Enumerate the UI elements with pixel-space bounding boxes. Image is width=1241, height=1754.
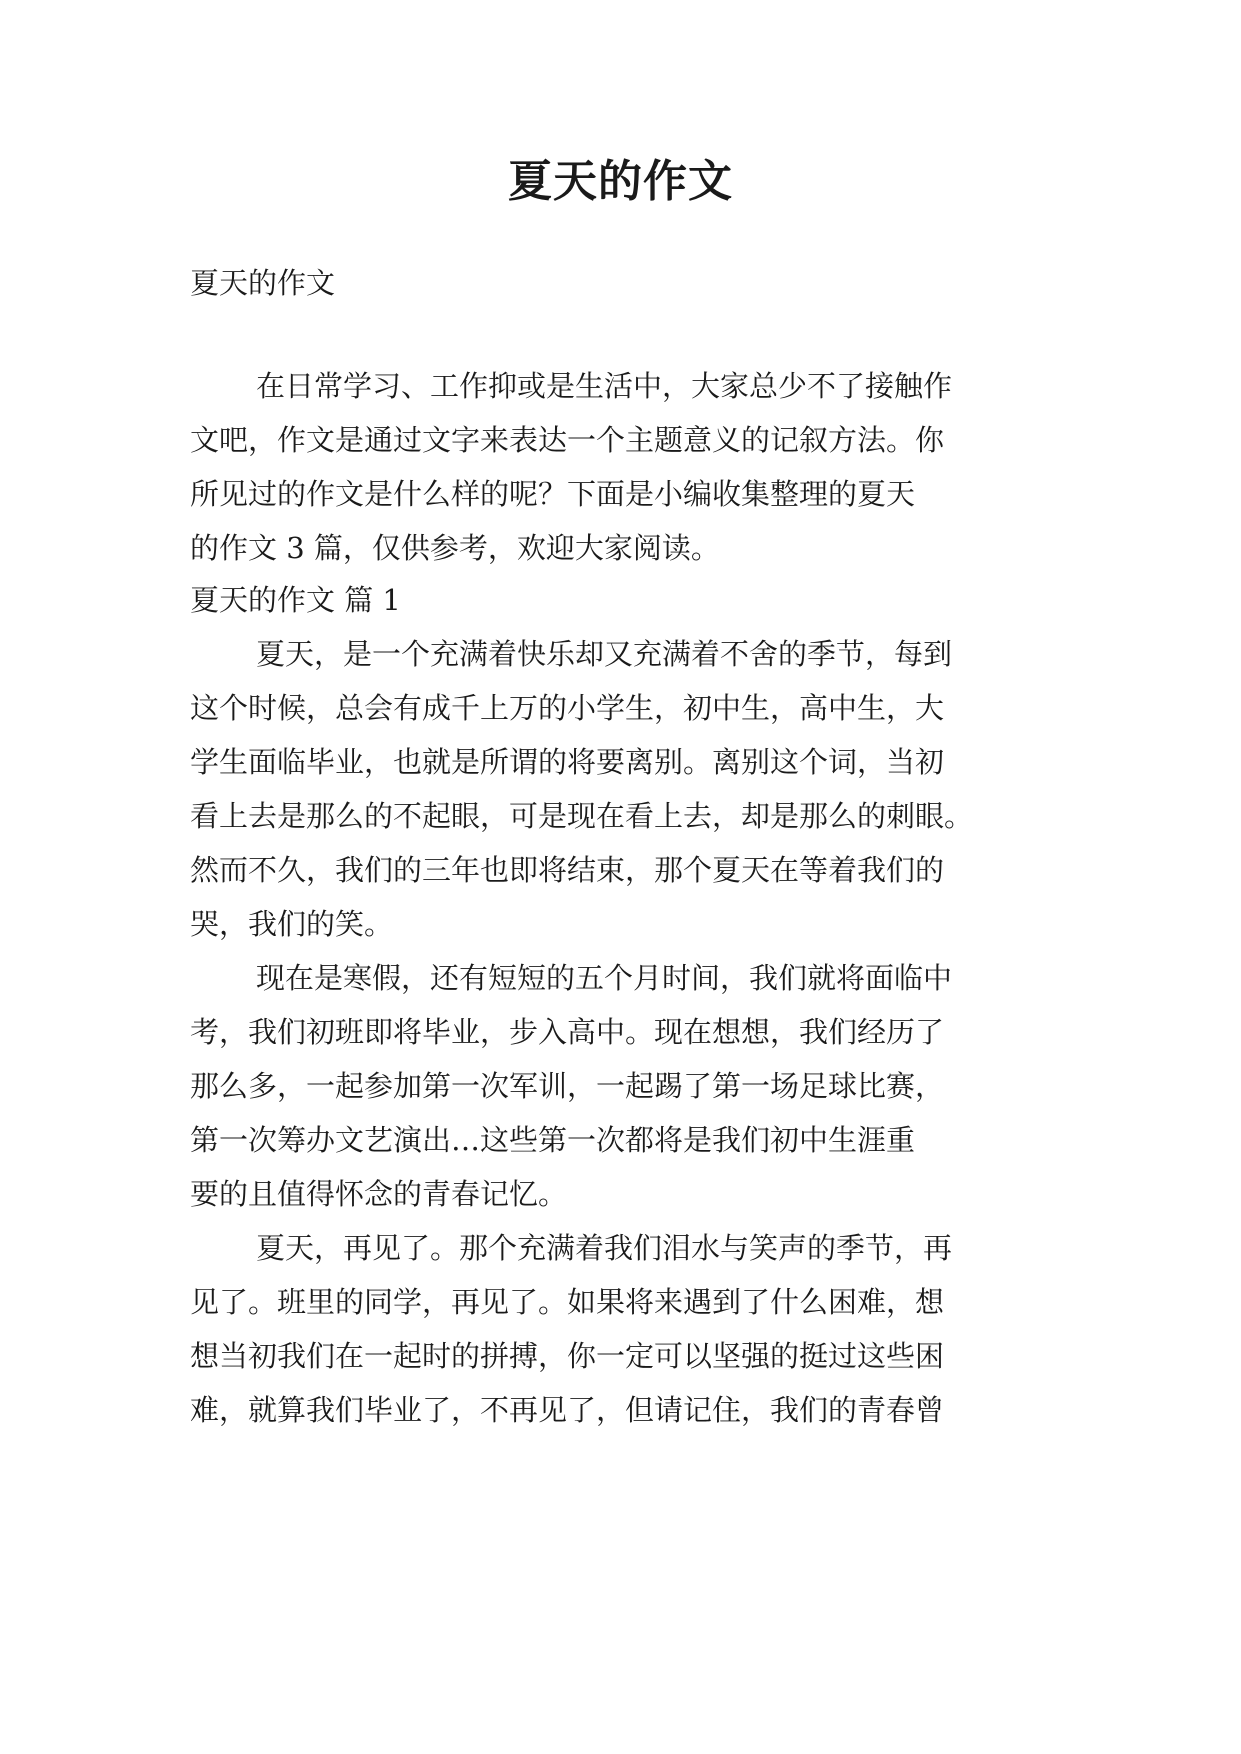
intro-line: 所见过的作文是什么样的呢？下面是小编收集整理的夏天 xyxy=(190,477,916,511)
paragraph-line: 现在是寒假，还有短短的五个月时间，我们就将面临中 xyxy=(256,961,953,995)
intro-line: 文吧，作文是通过文字来表达一个主题意义的记叙方法。你 xyxy=(190,423,945,457)
paragraph-line: 夏天，是一个充满着快乐却又充满着不舍的季节，每到 xyxy=(256,637,953,671)
paragraph-line: 第一次筹办文艺演出…这些第一次都将是我们初中生涯重 xyxy=(190,1123,916,1157)
paragraph-line: 这个时候，总会有成千上万的小学生，初中生，高中生，大 xyxy=(190,691,945,725)
paragraph-line: 哭，我们的笑。 xyxy=(190,907,394,941)
paragraph-line: 考，我们初班即将毕业，步入高中。现在想想，我们经历了 xyxy=(190,1015,945,1049)
subtitle: 夏天的作文 xyxy=(190,266,336,300)
intro-line: 在日常学习、工作抑或是生活中，大家总少不了接触作 xyxy=(256,369,953,403)
paragraph-line: 看上去是那么的不起眼，可是现在看上去，却是那么的刺眼。 xyxy=(190,799,974,833)
paragraph-line: 那么多，一起参加第一次军训，一起踢了第一场足球比赛， xyxy=(190,1069,945,1103)
paragraph-line: 见了。班里的同学，再见了。如果将来遇到了什么困难，想 xyxy=(190,1285,945,1319)
paragraph-line: 夏天，再见了。那个充满着我们泪水与笑声的季节，再 xyxy=(256,1231,953,1265)
intro-line: 的作文 3 篇，仅供参考，欢迎大家阅读。 xyxy=(190,531,720,565)
paragraph-line: 要的且值得怀念的青春记忆。 xyxy=(190,1177,568,1211)
paragraph-line: 然而不久，我们的三年也即将结束，那个夏天在等着我们的 xyxy=(190,853,945,887)
document-title: 夏天的作文 xyxy=(508,156,733,207)
paragraph-line: 想当初我们在一起时的拼搏，你一定可以坚强的挺过这些困 xyxy=(190,1339,945,1373)
paragraph-line: 难，就算我们毕业了，不再见了，但请记住，我们的青春曾 xyxy=(190,1393,945,1427)
paragraph-line: 学生面临毕业，也就是所谓的将要离别。离别这个词，当初 xyxy=(190,745,945,779)
section-heading: 夏天的作文 篇 1 xyxy=(190,583,401,617)
